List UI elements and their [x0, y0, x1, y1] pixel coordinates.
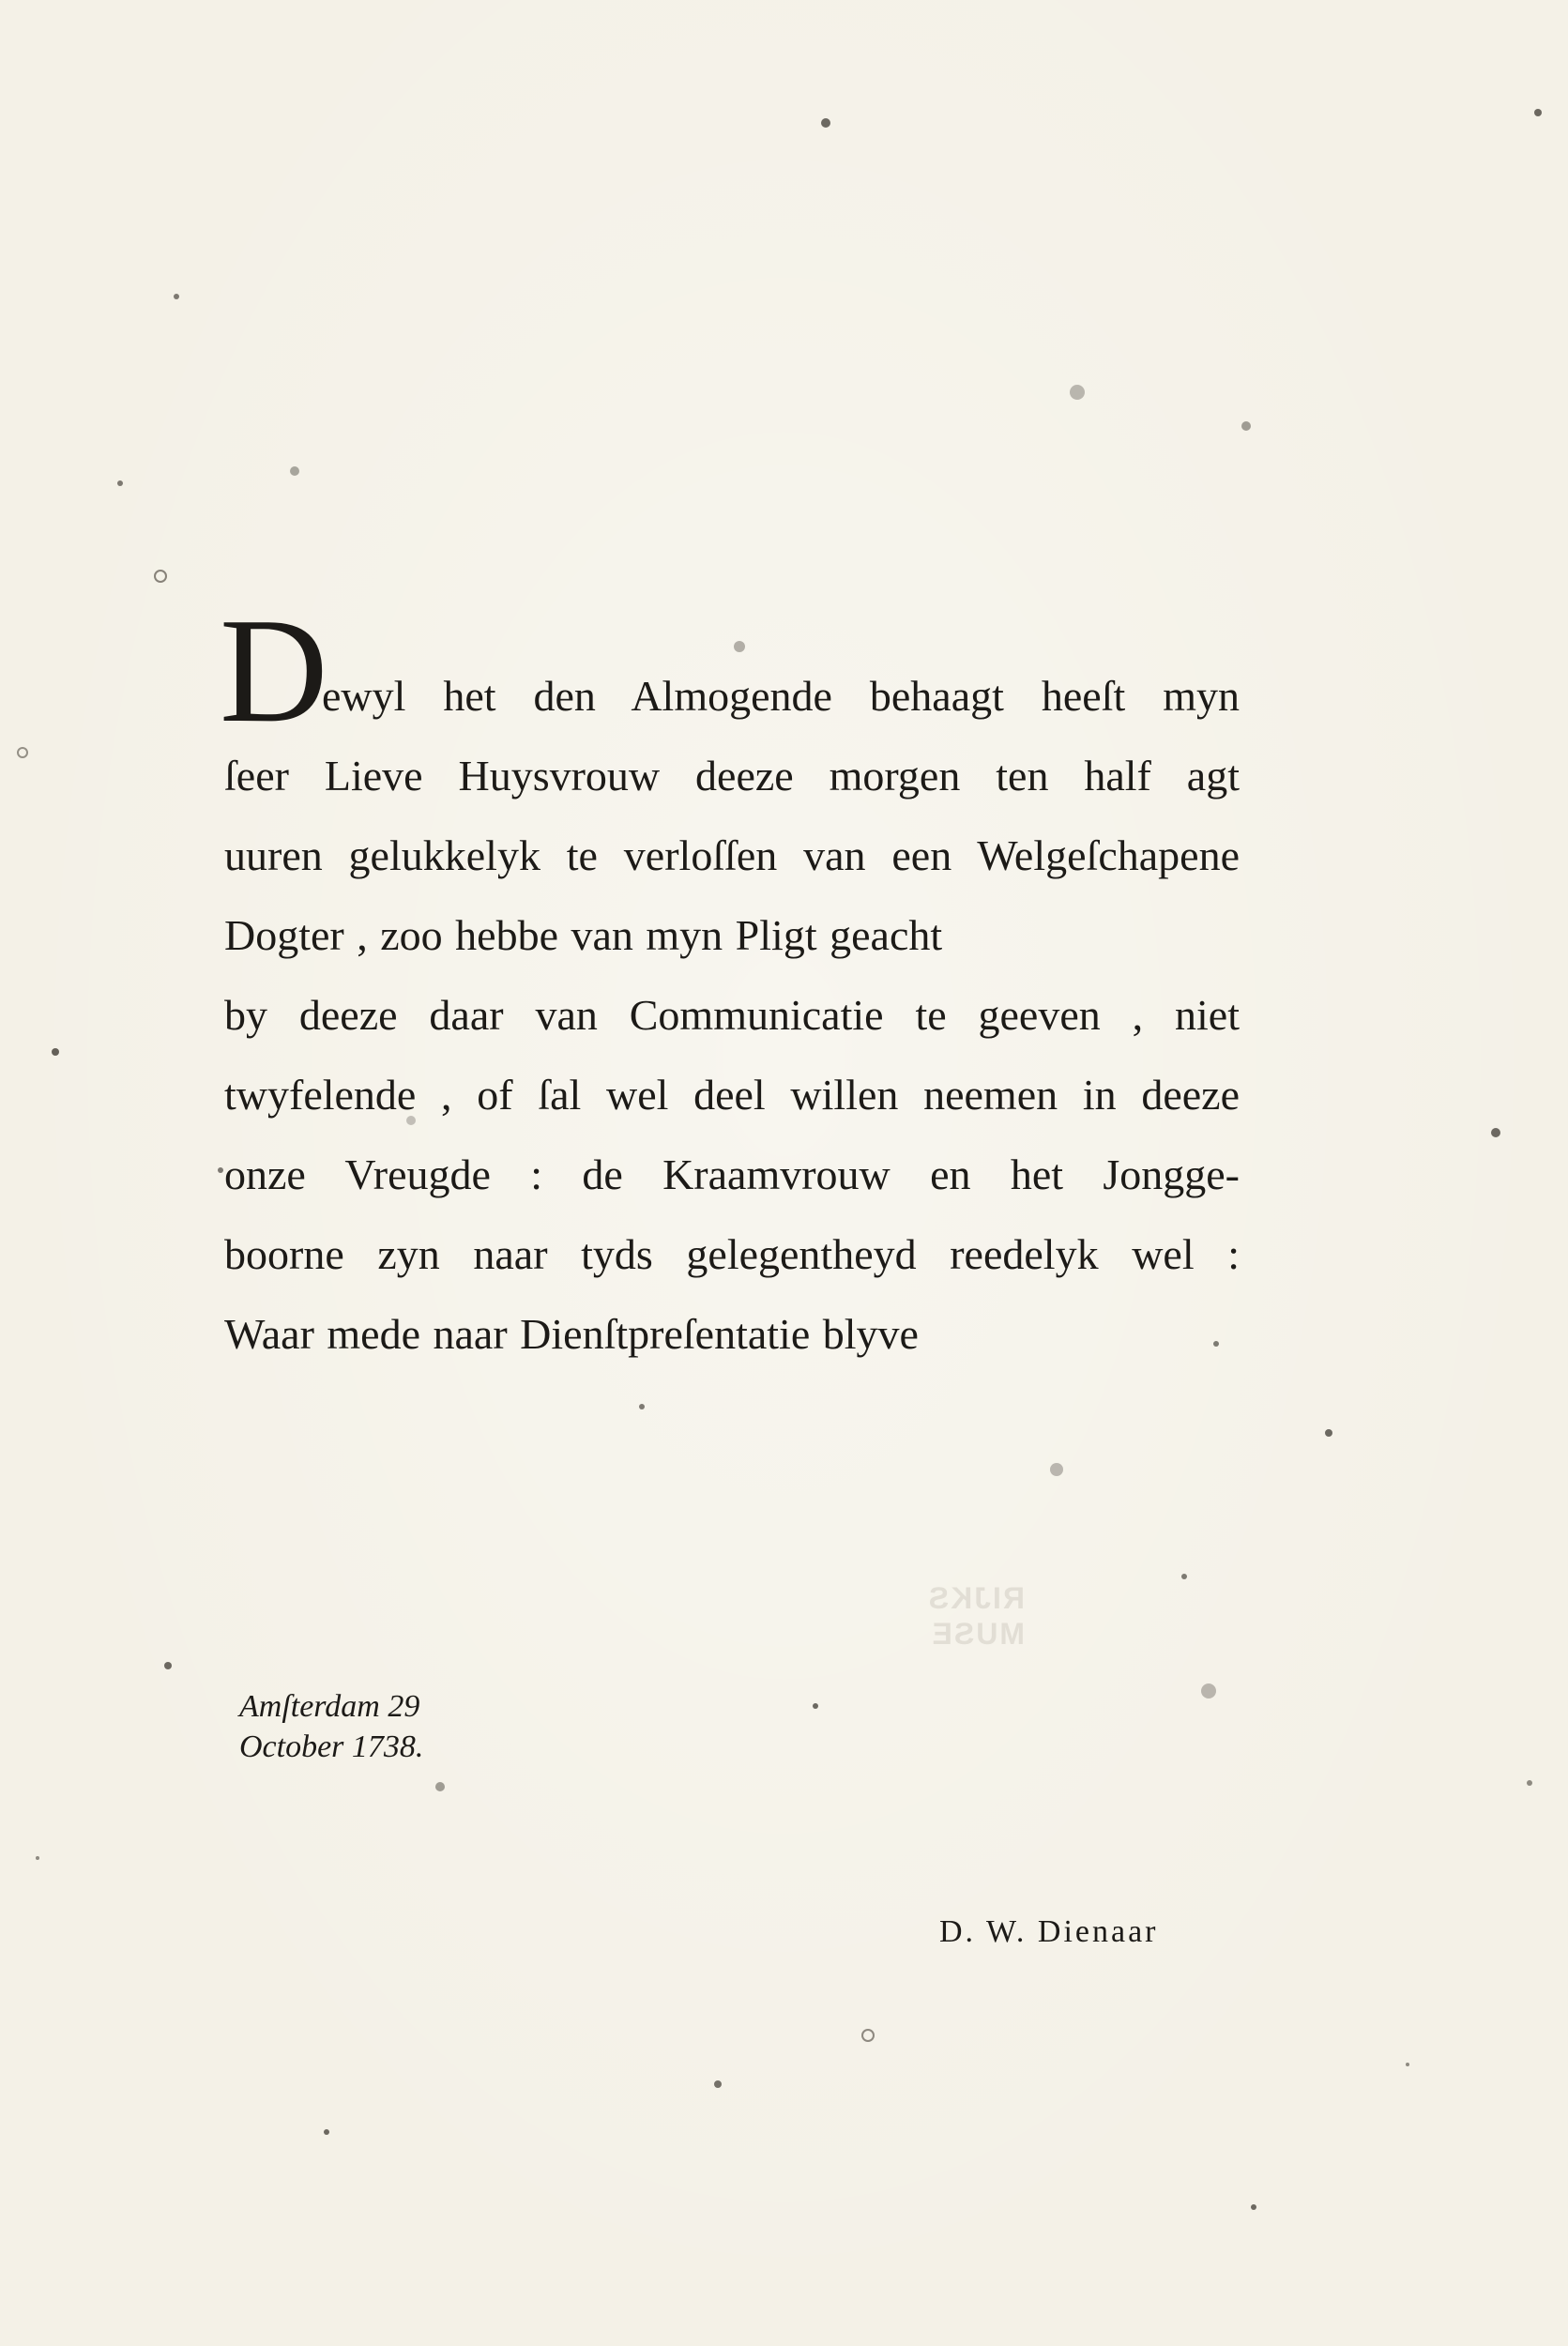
paper-speck: [714, 2080, 722, 2088]
paper-speck: [324, 2129, 329, 2135]
paper-speck: [1251, 2204, 1256, 2210]
paper-speck: [164, 1662, 172, 1669]
paper-speck: [1534, 109, 1542, 116]
paper-speck: [813, 1703, 818, 1709]
museum-stamp-show-through: [903, 1580, 1025, 1652]
text-line: by deeze daar van Communicatie te geeven , niet: [224, 991, 1240, 1039]
signature: D. W. Dienaar: [939, 1914, 1159, 1949]
paper-speck: [821, 118, 830, 128]
paper-speck: [639, 1404, 645, 1409]
paper-speck: [1491, 1128, 1500, 1137]
paper-speck: [435, 1782, 445, 1791]
paper-speck: [1406, 2063, 1409, 2066]
text-line: Dogter , zoo hebbe van myn Pligt geacht: [224, 911, 943, 959]
announcement-text: [224, 656, 1240, 1374]
paper-speck: [117, 480, 123, 486]
paper-speck: [1527, 1780, 1532, 1786]
paper-speck: [52, 1048, 59, 1056]
paper-speck: [1050, 1463, 1063, 1476]
stamp-line: RIJKS: [926, 1581, 1025, 1615]
stamp-line: MUSE: [930, 1617, 1025, 1651]
paper-speck: [154, 570, 167, 583]
dateline: [239, 1686, 423, 1767]
paper-speck: [1070, 385, 1085, 400]
paper-speck: [734, 641, 745, 652]
paper-speck: [36, 1856, 39, 1860]
text-line: ſeer Lieve Huysvrouw deeze morgen ten half agt: [224, 752, 1240, 800]
drop-cap: D: [220, 586, 327, 754]
dateline-place-day: Amſterdam 29: [239, 1689, 420, 1724]
paper-speck: [1181, 1574, 1187, 1579]
text-line: Waar mede naar Dienſtpreſentatie blyve: [224, 1310, 919, 1358]
paper-speck: [17, 747, 28, 758]
paper-speck: [218, 1167, 223, 1173]
paper-speck: [1201, 1683, 1216, 1699]
text-line: twyfelende , of ſal wel deel willen neemen in deeze: [224, 1071, 1240, 1119]
paper-speck: [861, 2029, 875, 2042]
paper-speck: [290, 466, 299, 476]
text-line: uuren gelukkelyk te verloſſen van een Welgeſchapene: [224, 831, 1240, 879]
text-line: boorne zyn naar tyds gelegentheyd reedelyk wel :: [224, 1230, 1240, 1278]
paper-speck: [174, 294, 179, 299]
paper-speck: [1241, 421, 1251, 431]
text-line: onze Vreugde : de Kraamvrouw en het Jongge-: [224, 1150, 1240, 1198]
paper-speck: [1325, 1429, 1332, 1437]
text-line: ewyl het den Almogende behaagt heeſt myn: [322, 672, 1240, 720]
dateline-month-year: October 1738.: [239, 1729, 424, 1764]
